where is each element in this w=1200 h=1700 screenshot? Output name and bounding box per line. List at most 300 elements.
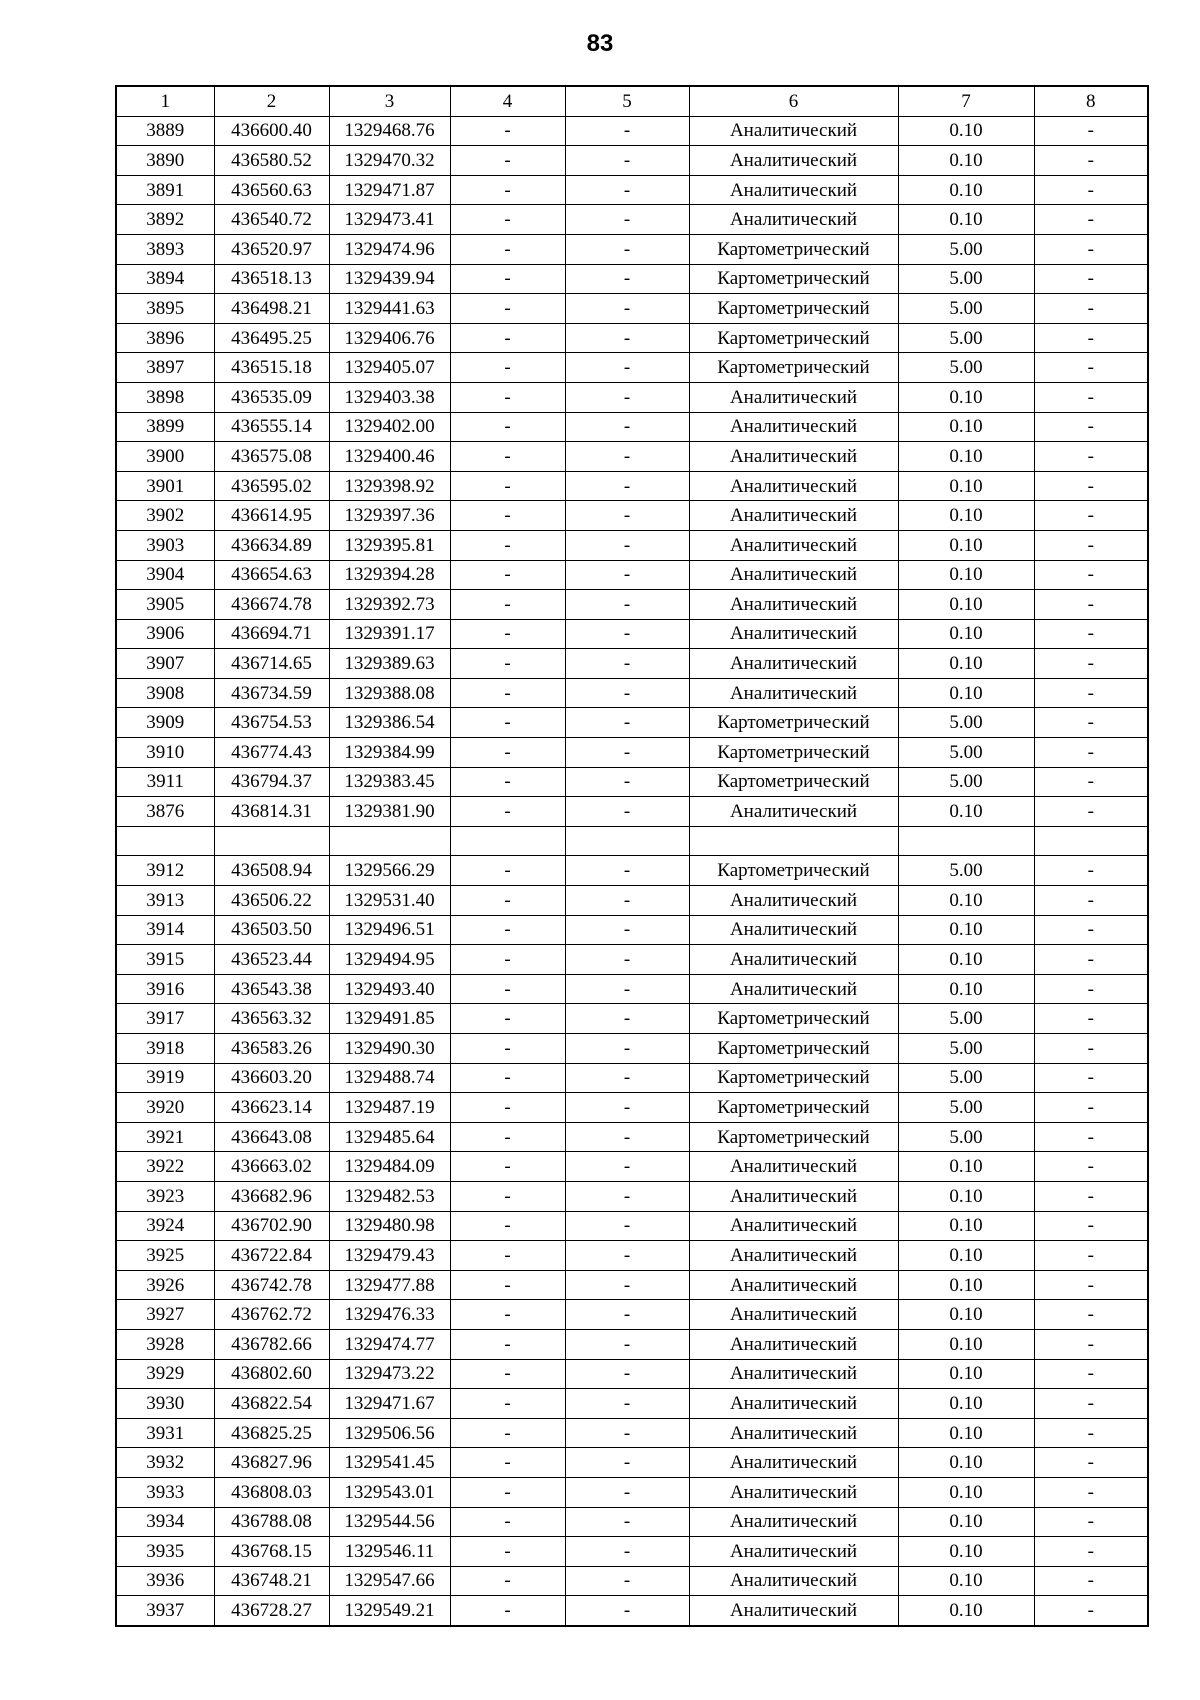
table-cell: - [565,1448,689,1478]
table-cell: - [565,1329,689,1359]
table-cell: - [450,678,565,708]
table-cell: 1329473.22 [329,1359,450,1389]
table-cell: 3900 [116,442,214,472]
table-cell: - [565,501,689,531]
table-cell: 3907 [116,649,214,679]
table-cell: - [450,501,565,531]
table-cell: - [1034,1300,1148,1330]
table-row [116,1181,1148,1211]
table-cell: - [450,797,565,827]
column-header: 3 [329,86,450,116]
table-cell: - [1034,945,1148,975]
table-cell: 3876 [116,797,214,827]
table-cell: 1329490.30 [329,1034,450,1064]
table-cell: 436808.03 [214,1477,329,1507]
table-row [116,560,1148,590]
table-row [116,886,1148,916]
table-row [116,353,1148,383]
table-cell: Аналитический [689,1359,898,1389]
table-cell: 3929 [116,1359,214,1389]
table-cell: 436762.72 [214,1300,329,1330]
table-cell: 1329402.00 [329,412,450,442]
table-cell: 436543.38 [214,974,329,1004]
table-cell: 3919 [116,1063,214,1093]
table-cell: 0.10 [898,678,1034,708]
table-row [116,382,1148,412]
table-cell: - [1034,974,1148,1004]
table-cell: - [565,442,689,472]
table-row [116,1329,1148,1359]
table-cell: 1329541.45 [329,1448,450,1478]
table-cell: - [1034,234,1148,264]
table-cell: - [565,590,689,620]
table-cell: 1329496.51 [329,915,450,945]
table-cell: 1329403.38 [329,382,450,412]
table-cell: 1329546.11 [329,1537,450,1567]
table-cell: - [1034,767,1148,797]
table-cell: 3930 [116,1389,214,1419]
table-cell: 436694.71 [214,619,329,649]
table-cell: - [450,1566,565,1596]
table-cell: 1329394.28 [329,560,450,590]
table-cell: - [1034,1122,1148,1152]
table-cell: - [1034,1448,1148,1478]
table-cell: 0.10 [898,1507,1034,1537]
table-cell: 0.10 [898,205,1034,235]
table-cell: 3937 [116,1596,214,1626]
table-cell: 436623.14 [214,1093,329,1123]
table-row [116,234,1148,264]
table-row [116,175,1148,205]
table-cell: - [565,1359,689,1389]
table-cell: - [1034,442,1148,472]
table-cell: 0.10 [898,1300,1034,1330]
column-header: 7 [898,86,1034,116]
table-cell: 3920 [116,1093,214,1123]
table-cell: - [1034,590,1148,620]
table-row [116,974,1148,1004]
table-cell: - [565,1418,689,1448]
table-cell: 0.10 [898,501,1034,531]
table-row [116,1596,1148,1626]
table-cell: 3936 [116,1566,214,1596]
table-cell [450,826,565,856]
table-cell: - [450,264,565,294]
table-cell: 5.00 [898,1093,1034,1123]
table-cell: - [565,1034,689,1064]
table-cell: - [450,1152,565,1182]
table-cell: 436560.63 [214,175,329,205]
table-row [116,116,1148,146]
table-cell: 0.10 [898,116,1034,146]
table-cell: - [565,1566,689,1596]
table-cell: - [450,1300,565,1330]
table-cell: 0.10 [898,530,1034,560]
table-cell: - [450,382,565,412]
table-cell: 436768.15 [214,1537,329,1567]
table-cell: Картометрический [689,856,898,886]
table-cell: - [1034,382,1148,412]
table-cell: 1329477.88 [329,1270,450,1300]
table-row [116,471,1148,501]
table-cell: Аналитический [689,945,898,975]
table-cell: Аналитический [689,1507,898,1537]
table-cell [898,826,1034,856]
table-cell: - [565,886,689,916]
table-cell: 3912 [116,856,214,886]
table-cell: Аналитический [689,1418,898,1448]
table-cell: 436634.89 [214,530,329,560]
table-row [116,1389,1148,1419]
table-cell: 1329381.90 [329,797,450,827]
table-row [116,826,1148,856]
table-cell: - [1034,797,1148,827]
table-cell: 436663.02 [214,1152,329,1182]
table-cell: 1329531.40 [329,886,450,916]
table-cell: - [565,294,689,324]
table-cell: 1329479.43 [329,1241,450,1271]
table-cell: 1329485.64 [329,1122,450,1152]
table-cell: 0.10 [898,1152,1034,1182]
table-row [116,530,1148,560]
table-cell: - [450,1477,565,1507]
column-header: 4 [450,86,565,116]
table-cell: - [565,1507,689,1537]
table-cell: - [450,353,565,383]
table-cell: - [450,767,565,797]
table-cell: 3918 [116,1034,214,1064]
table-cell: 5.00 [898,294,1034,324]
table-row [116,1241,1148,1271]
table-row [116,1034,1148,1064]
table-cell: - [1034,1507,1148,1537]
table-cell: 1329474.77 [329,1329,450,1359]
table-cell: 3917 [116,1004,214,1034]
table-cell: - [565,974,689,1004]
table-cell: 0.10 [898,471,1034,501]
table-cell: 436515.18 [214,353,329,383]
table-row [116,323,1148,353]
table-cell: 3925 [116,1241,214,1271]
table-cell: Аналитический [689,442,898,472]
table-cell: Аналитический [689,1477,898,1507]
table-cell: 1329405.07 [329,353,450,383]
table-cell: - [565,1300,689,1330]
table-cell: 436563.32 [214,1004,329,1034]
table-cell: Аналитический [689,560,898,590]
table-cell: 5.00 [898,1034,1034,1064]
table-cell: 3895 [116,294,214,324]
table-cell: 1329395.81 [329,530,450,560]
table-cell: - [450,471,565,501]
table-cell: Картометрический [689,234,898,264]
table-cell: Аналитический [689,1596,898,1626]
table-cell: Аналитический [689,1300,898,1330]
table-cell: 0.10 [898,175,1034,205]
table-cell: 1329471.67 [329,1389,450,1419]
table-cell: 3908 [116,678,214,708]
table-cell: 436822.54 [214,1389,329,1419]
table-cell: 436583.26 [214,1034,329,1064]
table-cell: - [565,382,689,412]
table-cell: - [1034,1477,1148,1507]
table-cell: 436520.97 [214,234,329,264]
column-header: 5 [565,86,689,116]
table-cell: 436702.90 [214,1211,329,1241]
table-cell: 3911 [116,767,214,797]
table-cell: 436674.78 [214,590,329,620]
table-cell: - [450,323,565,353]
table-cell: 3896 [116,323,214,353]
table-cell: 436734.59 [214,678,329,708]
table-row [116,205,1148,235]
table-cell: - [450,1359,565,1389]
table-cell: 5.00 [898,856,1034,886]
table-cell: Аналитический [689,116,898,146]
table-cell: - [1034,649,1148,679]
table-cell: 1329392.73 [329,590,450,620]
table-cell: 436714.65 [214,649,329,679]
table-row [116,945,1148,975]
table-cell: 3890 [116,146,214,176]
table-cell: 0.10 [898,974,1034,1004]
table-cell: 436643.08 [214,1122,329,1152]
table-row [116,1004,1148,1034]
table-cell: Аналитический [689,1566,898,1596]
table-cell: 436506.22 [214,886,329,916]
table-cell: - [450,412,565,442]
table-cell: - [450,294,565,324]
table-cell: 436748.21 [214,1566,329,1596]
table-cell: 0.10 [898,1596,1034,1626]
table-row [116,1359,1148,1389]
table-cell: 3899 [116,412,214,442]
table-cell: - [565,1596,689,1626]
table-cell: - [450,1093,565,1123]
table-cell: - [565,1270,689,1300]
table-body [116,116,1148,1626]
table-cell: - [450,945,565,975]
table-cell: - [565,1093,689,1123]
table-cell: - [450,856,565,886]
table-cell: 1329491.85 [329,1004,450,1034]
table-cell: 3934 [116,1507,214,1537]
table-row [116,767,1148,797]
table-cell: - [565,915,689,945]
table-cell: 3910 [116,738,214,768]
table-row [116,649,1148,679]
table-row [116,1063,1148,1093]
table-cell: Картометрический [689,1004,898,1034]
table-cell: - [565,1063,689,1093]
table-cell: 436603.20 [214,1063,329,1093]
table-cell: 1329487.19 [329,1093,450,1123]
table-cell: - [450,1034,565,1064]
table-cell: - [450,915,565,945]
table-cell: Картометрический [689,738,898,768]
table-cell: Картометрический [689,1034,898,1064]
table-cell: 5.00 [898,264,1034,294]
table-row [116,1093,1148,1123]
table-cell [1034,826,1148,856]
table-cell: - [1034,738,1148,768]
table-cell: - [1034,1537,1148,1567]
table-cell: - [450,1211,565,1241]
table-cell: - [565,856,689,886]
table-cell: Аналитический [689,590,898,620]
table-cell: 3913 [116,886,214,916]
table-cell: 0.10 [898,649,1034,679]
table-cell: - [450,619,565,649]
table-cell: Аналитический [689,175,898,205]
table-cell: 436508.94 [214,856,329,886]
table-cell: 1329566.29 [329,856,450,886]
table-cell: 436654.63 [214,560,329,590]
table-cell: Аналитический [689,146,898,176]
table-cell: 1329547.66 [329,1566,450,1596]
table-cell: 0.10 [898,146,1034,176]
table-cell: - [565,560,689,590]
table-cell: - [565,649,689,679]
table-cell: 3897 [116,353,214,383]
table-cell: 436498.21 [214,294,329,324]
table-cell: - [1034,1004,1148,1034]
table-row [116,412,1148,442]
table-cell: - [1034,1152,1148,1182]
table-cell: 1329383.45 [329,767,450,797]
table-cell: 0.10 [898,886,1034,916]
table-cell: 0.10 [898,1448,1034,1478]
table-cell: 3903 [116,530,214,560]
table-cell: - [565,767,689,797]
table-cell: 3893 [116,234,214,264]
table-cell: 1329473.41 [329,205,450,235]
table-cell: - [565,1152,689,1182]
table-cell: 436825.25 [214,1418,329,1448]
table-cell: 436722.84 [214,1241,329,1271]
table-cell: 3914 [116,915,214,945]
table-cell: - [450,175,565,205]
table-cell: - [450,708,565,738]
table-cell: 0.10 [898,619,1034,649]
table-cell [565,826,689,856]
table-row [116,442,1148,472]
coordinates-table [115,85,1149,1627]
table-cell: 1329549.21 [329,1596,450,1626]
table-row [116,856,1148,886]
table-cell: 3931 [116,1418,214,1448]
table-cell: 436614.95 [214,501,329,531]
table-cell: - [450,1418,565,1448]
table-cell: - [450,590,565,620]
column-header: 6 [689,86,898,116]
table-cell: Картометрический [689,767,898,797]
table-cell: Аналитический [689,412,898,442]
table-cell: 1329389.63 [329,649,450,679]
table-row [116,797,1148,827]
table-cell: - [565,945,689,975]
table-cell: - [1034,323,1148,353]
table-cell: Картометрический [689,708,898,738]
table-cell: - [565,738,689,768]
table-cell: 0.10 [898,382,1034,412]
table-cell: Аналитический [689,1211,898,1241]
table-cell: 0.10 [898,560,1034,590]
table-cell: 1329386.54 [329,708,450,738]
table-cell: 0.10 [898,590,1034,620]
table-cell: 1329400.46 [329,442,450,472]
table-cell: 436728.27 [214,1596,329,1626]
table-cell: 5.00 [898,1004,1034,1034]
table-cell: Аналитический [689,530,898,560]
table-cell [214,826,329,856]
table-cell: Аналитический [689,886,898,916]
table-cell: 5.00 [898,1063,1034,1093]
table-cell: 1329474.96 [329,234,450,264]
table-cell: - [1034,708,1148,738]
table-cell: 436788.08 [214,1507,329,1537]
column-header: 8 [1034,86,1148,116]
table-cell: 436518.13 [214,264,329,294]
table-row [116,1537,1148,1567]
table-cell: 1329482.53 [329,1181,450,1211]
table-row [116,1477,1148,1507]
table-cell: 1329441.63 [329,294,450,324]
table-cell: 0.10 [898,1477,1034,1507]
table-cell: - [565,146,689,176]
table-cell: - [1034,856,1148,886]
table-cell: 436580.52 [214,146,329,176]
table-cell: - [1034,353,1148,383]
table-cell: 1329384.99 [329,738,450,768]
table-cell: - [565,323,689,353]
table-cell: - [450,1004,565,1034]
table-cell: 5.00 [898,353,1034,383]
table-cell: 1329543.01 [329,1477,450,1507]
table-cell: - [450,886,565,916]
table-cell: - [565,116,689,146]
table-cell: 3894 [116,264,214,294]
table-cell: - [1034,530,1148,560]
table-cell: 3933 [116,1477,214,1507]
table-cell: 5.00 [898,738,1034,768]
table-cell: Аналитический [689,797,898,827]
table-cell: 3924 [116,1211,214,1241]
table-cell: Аналитический [689,619,898,649]
table-cell: - [1034,294,1148,324]
table-row [116,678,1148,708]
table-cell: 436540.72 [214,205,329,235]
table-cell: - [450,649,565,679]
table-cell: 0.10 [898,1270,1034,1300]
table-cell: Аналитический [689,205,898,235]
table-cell: - [450,442,565,472]
table-cell: 0.10 [898,945,1034,975]
table-cell: Аналитический [689,649,898,679]
table-cell: 3923 [116,1181,214,1211]
table-cell: 0.10 [898,412,1034,442]
page-number: 83 [586,30,614,57]
table-cell: 3915 [116,945,214,975]
table-cell: - [1034,1389,1148,1419]
table-cell: 436575.08 [214,442,329,472]
table-cell: 436742.78 [214,1270,329,1300]
table-cell: - [1034,560,1148,590]
table-cell: - [1034,1359,1148,1389]
table-cell: 0.10 [898,1181,1034,1211]
table-cell: - [1034,1596,1148,1626]
table-cell: 3916 [116,974,214,1004]
